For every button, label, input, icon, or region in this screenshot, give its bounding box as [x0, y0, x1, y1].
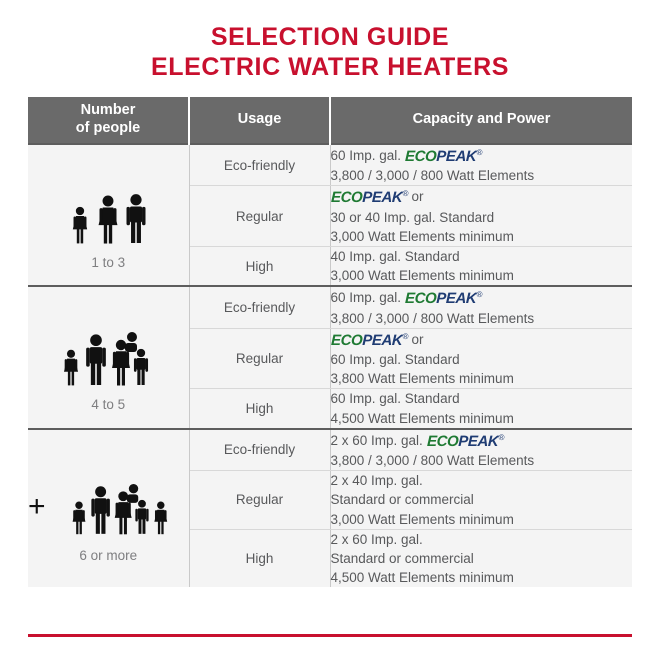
capacity-and-power-cell [330, 471, 632, 529]
registered-trademark-icon: ® [401, 331, 409, 341]
usage-cell: Eco-friendly [189, 144, 330, 186]
usage-cell: Eco-friendly [189, 286, 330, 328]
capacity-line: 40 Imp. gal. Standard [330, 249, 460, 265]
table-row [28, 144, 632, 186]
usage-cell: High [189, 389, 330, 429]
capacity-line: 3,000 Watt Elements minimum [330, 228, 514, 244]
capacity-line: 3,800 / 3,000 / 800 Watt Elements [330, 310, 535, 326]
usage-cell: Regular [189, 471, 330, 529]
people-group-cell [28, 429, 189, 587]
capacity-line: ECOPEAK® or [331, 329, 633, 350]
capacity-and-power-cell [330, 389, 632, 429]
capacity-and-power-cell [330, 429, 632, 471]
capacity-line: ECOPEAK® or [331, 186, 633, 207]
table-body [28, 144, 632, 587]
registered-trademark-icon: ® [401, 189, 409, 199]
ecopeak-logo-peak: PEAK [361, 331, 403, 349]
header-number-of-people-line1: Number [80, 102, 136, 119]
people-count-label: 6 or more [79, 547, 138, 563]
family-of-five-icon [28, 303, 189, 395]
capacity-line: 2 x 60 Imp. gal. [330, 531, 423, 547]
ecopeak-logo-eco: ECO [330, 189, 363, 207]
capacity-and-power-cell [330, 286, 632, 328]
ecopeak-logo-eco: ECO [404, 290, 437, 308]
header-capacity-and-power: Capacity and Power [330, 97, 632, 144]
capacity-line: Standard or commercial [330, 550, 474, 566]
capacity-line: 60 Imp. gal. ECOPEAK® [331, 287, 633, 308]
page-title [0, 0, 660, 82]
capacity-line: 3,800 Watt Elements minimum [330, 371, 514, 387]
capacity-and-power-cell [330, 186, 632, 247]
ecopeak-logo-peak: PEAK [435, 148, 477, 165]
plus-icon: + [28, 489, 46, 523]
ecopeak-logo-eco: ECO [404, 148, 437, 165]
ecopeak-logo-peak: PEAK [435, 290, 477, 308]
capacity-and-power-cell [330, 247, 632, 287]
ecopeak-logo [330, 187, 408, 208]
ecopeak-logo-eco: ECO [330, 331, 363, 349]
bottom-red-rule [28, 634, 632, 637]
ecopeak-logo-peak: PEAK [361, 189, 403, 207]
capacity-line: 2 x 60 Imp. gal. ECOPEAK® [331, 430, 633, 451]
table-header [28, 97, 632, 144]
usage-cell: High [189, 529, 330, 587]
capacity-line: 4,500 Watt Elements minimum [330, 410, 514, 426]
header-usage: Usage [189, 97, 330, 144]
capacity-line: 60 Imp. gal. Standard [330, 391, 460, 407]
capacity-line: 3,800 / 3,000 / 800 Watt Elements [330, 453, 535, 469]
usage-cell: High [189, 247, 330, 287]
people-group-cell [28, 286, 189, 428]
capacity-and-power-cell [330, 328, 632, 389]
people-group-cell [28, 144, 189, 286]
people-count-label: 4 to 5 [91, 397, 126, 413]
capacity-and-power-cell [330, 529, 632, 587]
capacity-line: 4,500 Watt Elements minimum [330, 569, 514, 585]
header-number-of-people-line2: of people [75, 120, 141, 136]
usage-cell: Regular [189, 186, 330, 247]
ecopeak-logo-peak: PEAK [457, 432, 499, 450]
header-row [28, 97, 632, 144]
capacity-line: 60 Imp. gal. ECOPEAK® [331, 145, 633, 166]
people-count-label: 1 to 3 [91, 254, 126, 270]
header-number-of-people [28, 97, 189, 144]
capacity-line: 3,000 Watt Elements minimum [330, 268, 514, 284]
family-of-three-icon [28, 161, 189, 253]
capacity-line: 3,800 / 3,000 / 800 Watt Elements [330, 168, 535, 184]
selection-guide-table [28, 97, 632, 587]
capacity-line: 3,000 Watt Elements minimum [330, 511, 514, 527]
ecopeak-logo [426, 431, 504, 452]
ecopeak-logo-eco: ECO [426, 432, 459, 450]
ecopeak-logo [330, 330, 408, 351]
capacity-line: 60 Imp. gal. Standard [330, 352, 460, 368]
title-line-1: SELECTION GUIDE [210, 23, 450, 51]
capacity-and-power-cell [330, 144, 632, 186]
ecopeak-logo [404, 288, 482, 309]
table-row [28, 286, 632, 328]
capacity-line: 30 or 40 Imp. gal. Standard [330, 209, 495, 225]
family-of-six-plus-icon [28, 454, 189, 546]
capacity-line: Standard or commercial [330, 492, 474, 508]
usage-cell: Regular [189, 328, 330, 389]
table-row [28, 429, 632, 471]
ecopeak-logo [404, 146, 482, 167]
registered-trademark-icon: ® [476, 148, 483, 157]
registered-trademark-icon: ® [497, 432, 505, 442]
registered-trademark-icon: ® [476, 290, 483, 300]
usage-cell: Eco-friendly [189, 429, 330, 471]
capacity-line: 2 x 40 Imp. gal. [330, 473, 423, 489]
title-line-2: ELECTRIC WATER HEATERS [150, 52, 510, 81]
